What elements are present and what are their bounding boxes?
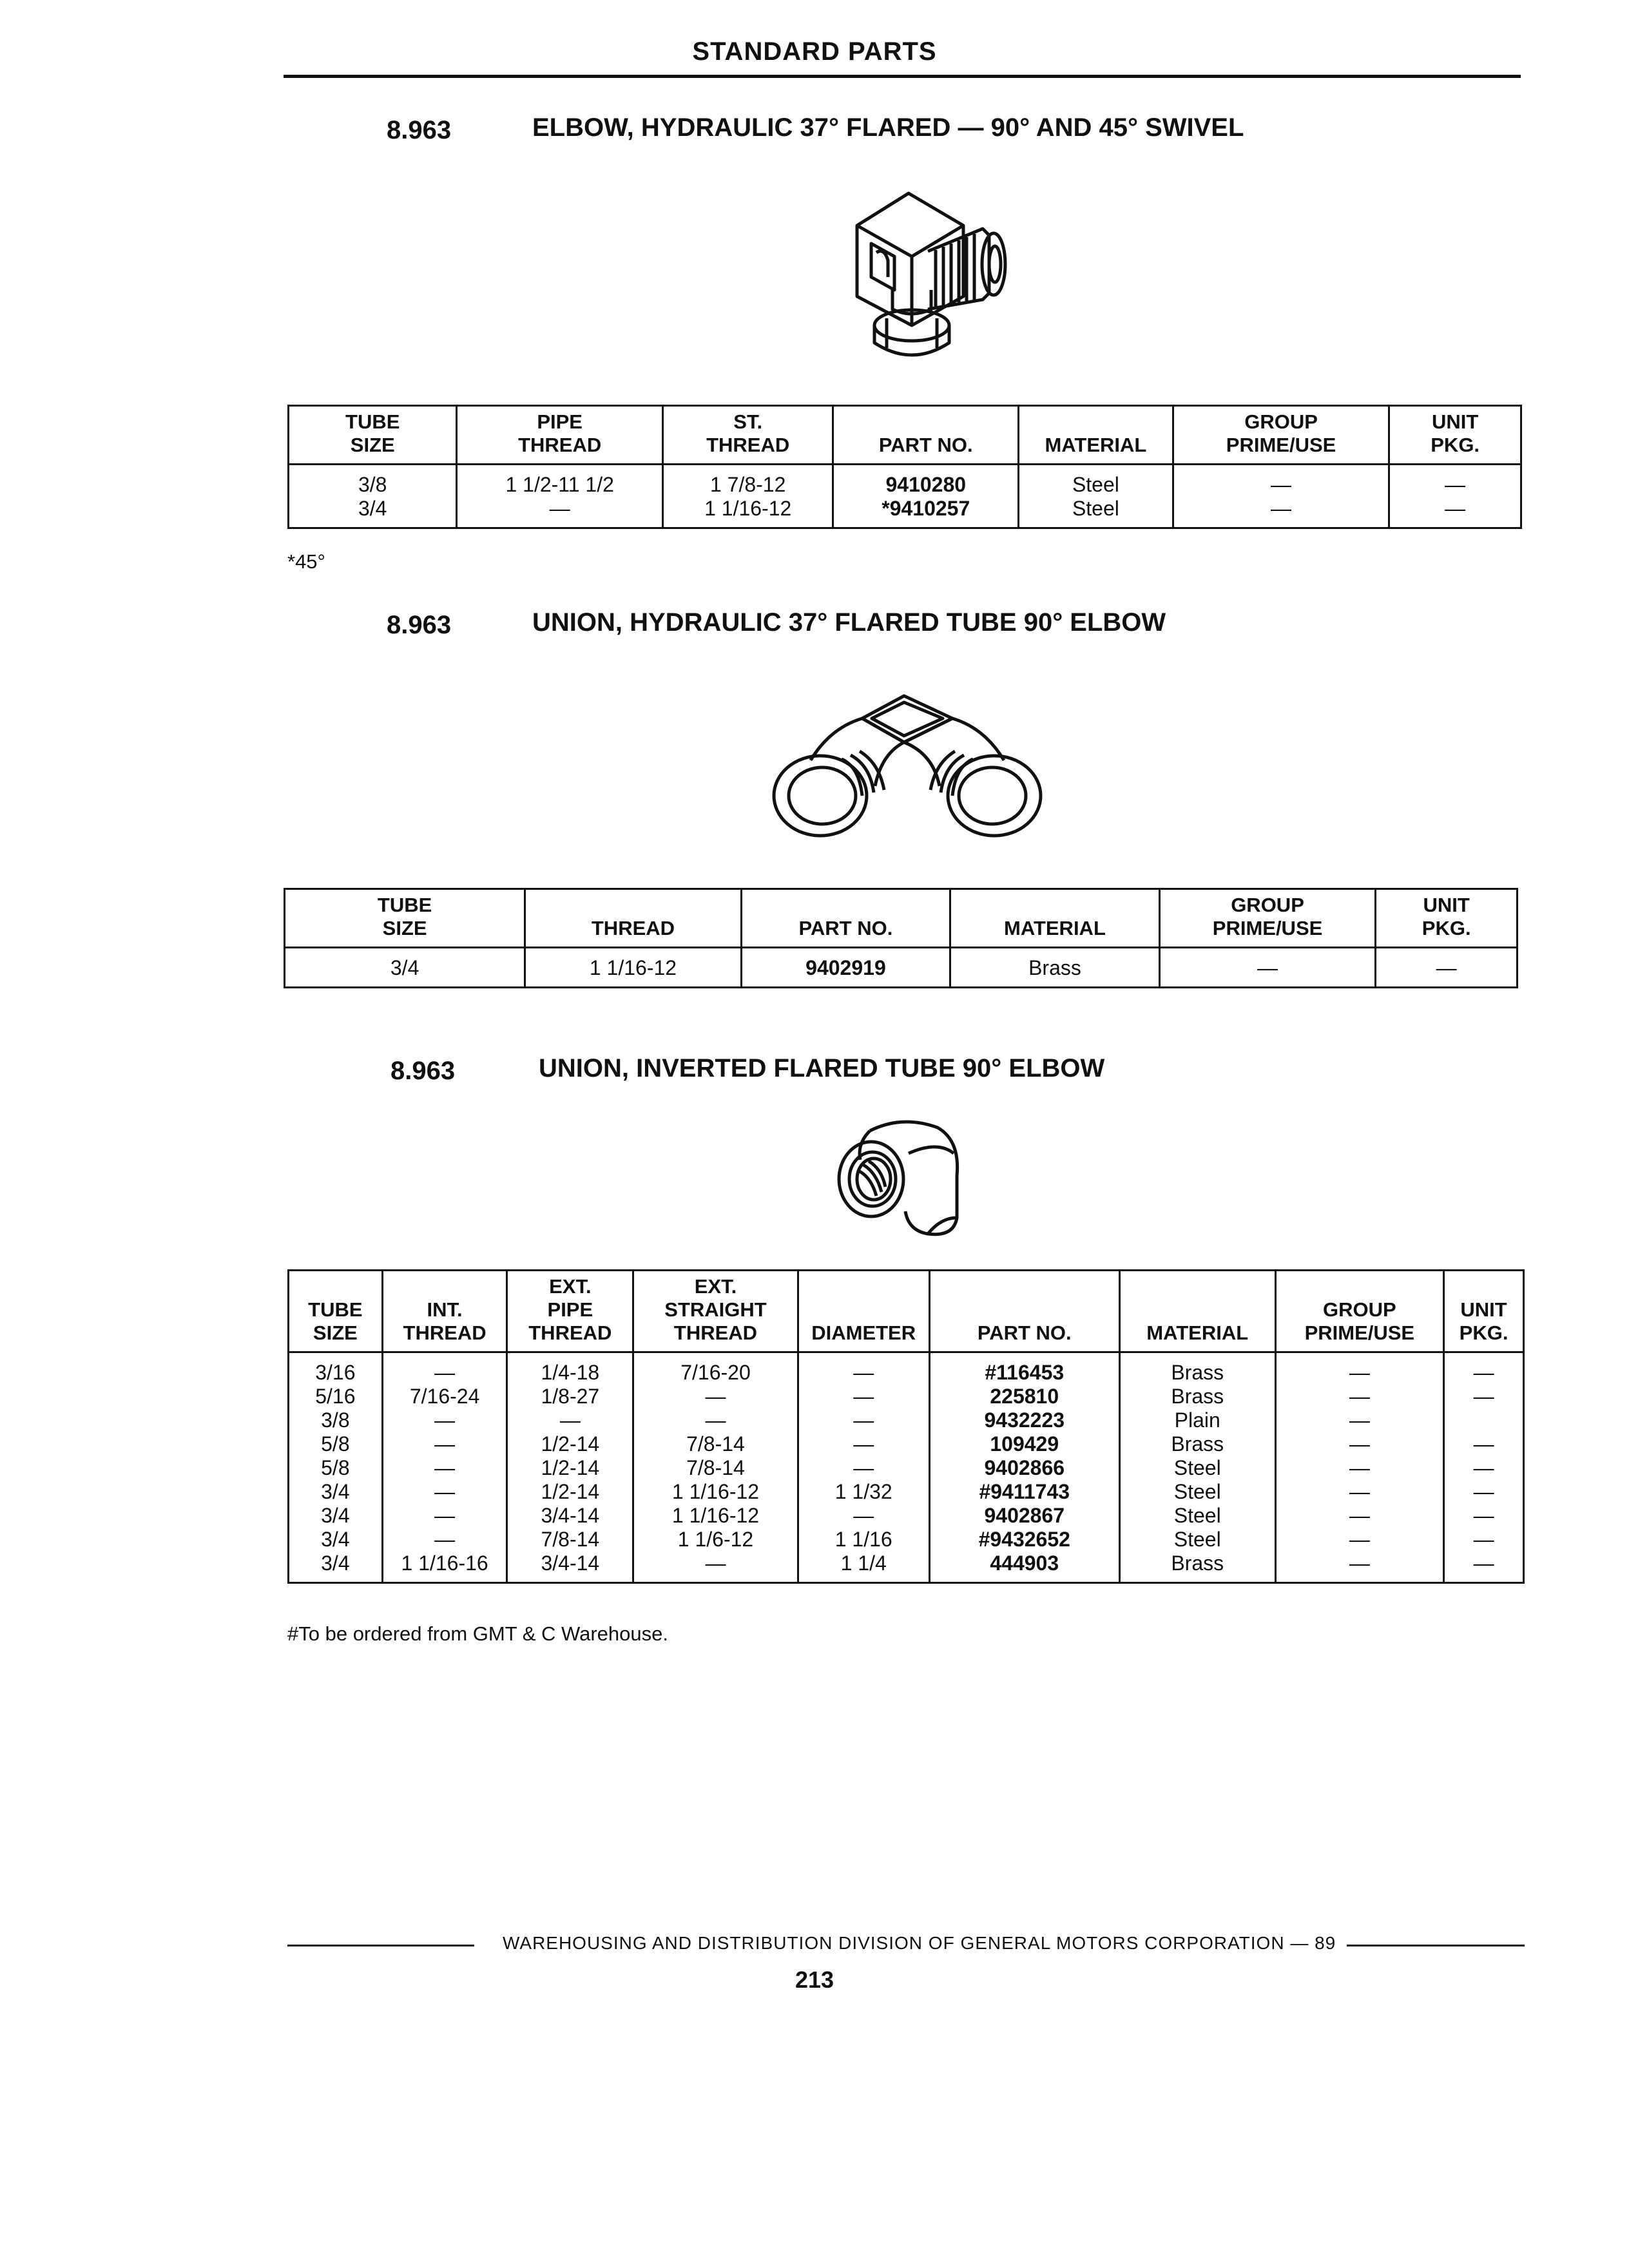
cell-unit-pkg: — — [1389, 465, 1521, 497]
col-ext-straight-thread: EXT. STRAIGHT THREAD — [633, 1271, 798, 1352]
table-row — [285, 948, 1518, 988]
table-flared-union — [284, 888, 1518, 988]
cell-part-no: 9410280 — [833, 465, 1019, 497]
table-row — [289, 497, 1521, 528]
section-1-note: *45° — [287, 550, 325, 573]
col-ext-pipe-thread: EXT. PIPE THREAD — [507, 1271, 633, 1352]
col-group-prime-use: GROUP PRIME/USE — [1159, 889, 1376, 948]
cell-thread: 1 1/16-12 — [525, 948, 741, 988]
table-row: 3/4 — 7/8-14 1 1/6-12 1 1/16 #9432652 Steel — — — [289, 1528, 1524, 1552]
col-group-prime-use: GROUP PRIME/USE — [1275, 1271, 1444, 1352]
col-int-thread: INT. THREAD — [382, 1271, 507, 1352]
inverted-flared-elbow-illustration — [831, 1115, 973, 1244]
col-group-prime-use: GROUP PRIME/USE — [1173, 406, 1389, 465]
page-number: 213 — [795, 1966, 834, 1993]
section-1-title: ELBOW, HYDRAULIC 37° FLARED — 90° AND 45° SWIVEL — [532, 113, 1244, 142]
cell-pipe-thread: — — [457, 497, 662, 528]
col-part-no: PART NO. — [929, 1271, 1119, 1352]
section-3-number: 8.963 — [390, 1057, 456, 1085]
cell-unit-pkg: — — [1389, 497, 1521, 528]
col-part-no: PART NO. — [741, 889, 950, 948]
col-pipe-thread: PIPE THREAD — [457, 406, 662, 465]
table-row: 5/16 7/16-24 1/8-27 — — 225810 Brass — — — [289, 1385, 1524, 1408]
swivel-elbow-illustration — [831, 180, 1018, 367]
header-rule — [284, 75, 1521, 78]
col-tube-size: TUBE SIZE — [377, 894, 432, 939]
table-row — [289, 465, 1521, 497]
table-row: 3/8 — — — — 9432223 Plain — — [289, 1408, 1524, 1432]
section-1-number: 8.963 — [387, 116, 452, 144]
col-unit-pkg: UNIT PKG. — [1389, 406, 1521, 465]
col-diameter: DIAMETER — [798, 1271, 929, 1352]
col-tube-size: TUBE SIZE — [345, 410, 400, 456]
table-header-row — [289, 406, 1521, 465]
table-row: 5/8 — 1/2-14 7/8-14 — 9402866 Steel — — — [289, 1456, 1524, 1480]
col-thread: THREAD — [525, 889, 741, 948]
cell-part-no: *9410257 — [833, 497, 1019, 528]
cell-group: — — [1173, 465, 1389, 497]
table-inverted-flared-union — [287, 1269, 1525, 1584]
cell-part-no: 9402919 — [741, 948, 950, 988]
cell-group: — — [1159, 948, 1376, 988]
col-tube-size: TUBE SIZE — [308, 1298, 363, 1344]
cell-pipe-thread: 1 1/2-11 1/2 — [457, 465, 662, 497]
table-row: 3/4 1 1/16-16 3/4-14 — 1 1/4 444903 Brass — — — [289, 1552, 1524, 1583]
flared-union-elbow-illustration — [766, 683, 1049, 850]
col-st-thread: ST. THREAD — [662, 406, 833, 465]
section-2-number: 8.963 — [387, 611, 452, 639]
table-header-row — [285, 889, 1518, 948]
cell-tube-size: 3/8 — [358, 473, 387, 496]
table-swivel-elbow — [287, 405, 1522, 529]
col-unit-pkg: UNIT PKG. — [1444, 1271, 1524, 1352]
section-3-title: UNION, INVERTED FLARED TUBE 90° ELBOW — [539, 1054, 1105, 1082]
col-material: MATERIAL — [1019, 406, 1173, 465]
col-material: MATERIAL — [1119, 1271, 1275, 1352]
cell-tube-size: 3/4 — [358, 497, 387, 520]
cell-tube-size: 3/4 — [390, 956, 419, 979]
table-row: 5/8 — 1/2-14 7/8-14 — 109429 Brass — — — [289, 1432, 1524, 1456]
table-row: 3/4 — 1/2-14 1 1/16-12 1 1/32 #9411743 Steel — — — [289, 1480, 1524, 1504]
col-part-no: PART NO. — [833, 406, 1019, 465]
col-material: MATERIAL — [950, 889, 1160, 948]
table-header-row — [289, 1271, 1524, 1352]
cell-unit-pkg: — — [1376, 948, 1518, 988]
table-row: 3/4 — 3/4-14 1 1/16-12 — 9402867 Steel — — — [289, 1504, 1524, 1528]
cell-material: Steel — [1019, 497, 1173, 528]
cell-material: Steel — [1019, 465, 1173, 497]
footer-rule-right — [1347, 1945, 1525, 1946]
cell-st-thread: 1 7/8-12 — [662, 465, 833, 497]
cell-st-thread: 1 1/16-12 — [662, 497, 833, 528]
footer-text: WAREHOUSING AND DISTRIBUTION DIVISION OF GENERAL MOTORS CORPORATION — 89 — [503, 1933, 1336, 1953]
cell-material: Brass — [950, 948, 1160, 988]
table-row: 3/16 — 1/4-18 7/16-20 — #116453 Brass — — — [289, 1352, 1524, 1385]
page-header-title: STANDARD PARTS — [692, 37, 937, 66]
cell-group: — — [1173, 497, 1389, 528]
col-unit-pkg: UNIT PKG. — [1376, 889, 1518, 948]
section-3-note: #To be ordered from GMT & C Warehouse. — [287, 1622, 668, 1645]
section-2-title: UNION, HYDRAULIC 37° FLARED TUBE 90° ELBOW — [532, 608, 1166, 637]
footer-rule-left — [287, 1945, 474, 1946]
